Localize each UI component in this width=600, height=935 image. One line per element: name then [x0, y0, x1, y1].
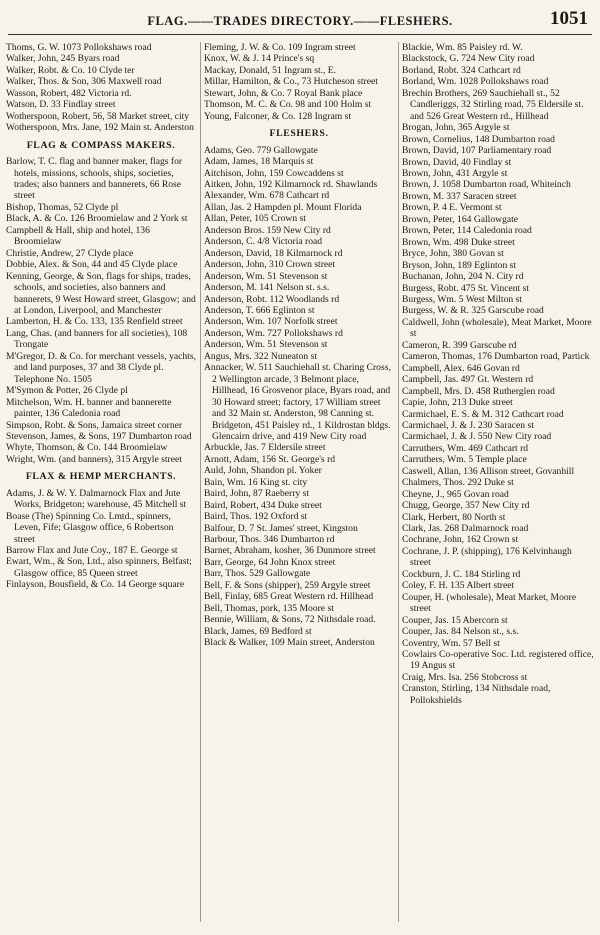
directory-entry: Cameron, R. 399 Garscube rd: [402, 339, 517, 351]
directory-entry: Ewart, Wm., & Son, Ltd., also spinners, Belfast; Glasgow office, 85 Queen street: [6, 556, 192, 579]
directory-entry: Burgess, Wm. 5 West Milton st: [402, 293, 522, 305]
directory-entry: Walker, Thos. & Son, 306 Maxwell road: [6, 76, 162, 88]
directory-entry: Black & Walker, 109 Main street, Anderston: [204, 637, 375, 649]
directory-entry: Coley, F. H. 135 Albert street: [402, 580, 515, 592]
directory-entry: Couper, Jas. 15 Abercorn st: [402, 614, 508, 626]
directory-entry: Adams, Geo. 779 Gallowgate: [204, 144, 318, 156]
page-number: 1051: [550, 8, 588, 29]
directory-entry: Bryson, John, 189 Eglinton st: [402, 259, 517, 271]
directory-entry: Aitken, John, 192 Kilmarnock rd. Shawlands: [204, 178, 378, 190]
directory-entry: Burgess, Robt. 475 St. Vincent st: [402, 282, 529, 294]
directory-entry: Chalmers, Thos. 292 Duke st: [402, 477, 514, 489]
directory-entry: Brown, David, 40 Findlay st: [402, 156, 512, 168]
directory-entry: Anderson, M. 141 Nelson st. s.s.: [204, 282, 330, 294]
directory-entry: Chugg, George, 357 New City rd: [402, 500, 530, 512]
directory-entry: Wasson, Robert, 482 Victoria rd.: [6, 87, 132, 99]
directory-entry: Cockburn, J. C. 184 Stirling rd: [402, 568, 521, 580]
directory-entry: Clark, Herbert, 80 North st: [402, 511, 506, 523]
directory-entry: Brown, Wm. 498 Duke street: [402, 236, 515, 248]
directory-entry: M'Gregor, D. & Co. for merchant vessels, yachts, and land purposes, 37 and 38 Clyde pl. Telephone No. 1505: [6, 350, 196, 385]
directory-entry: Brown, Cornelius, 148 Dumbarton road: [402, 133, 555, 145]
directory-entry: Cranston, Stirling, 134 Nithsdale road, Pollokshields: [402, 683, 551, 706]
directory-entry: Millar, Hamilton, & Co., 73 Hutcheson street: [204, 76, 378, 88]
directory-entry: Barr, Thos. 529 Gallowgate: [204, 568, 311, 580]
directory-entry: Auld, John, Shandon pl. Yoker: [204, 465, 322, 477]
directory-entry: Carmichael, J. & J. 550 New City road: [402, 431, 552, 443]
directory-entry: Mitchelson, Wm. H. banner and bannerette painter, 136 Caledonia road: [6, 396, 172, 420]
directory-entry: Couper, Jas. 84 Nelson st., s.s.: [402, 626, 519, 638]
column-divider: [398, 42, 399, 922]
directory-entry: Allan, Peter, 105 Crown st: [204, 213, 306, 225]
directory-entry: Brown, Peter, 164 Gallowgate: [402, 213, 519, 225]
directory-entry: Buchanan, John, 204 N. City rd: [402, 271, 524, 283]
directory-entry: Brown, John, 431 Argyle st: [402, 167, 508, 179]
directory-entry: Brown, J. 1058 Dumbarton road, Whiteinch: [402, 179, 571, 191]
page-header: [8, 4, 592, 35]
directory-entry: Cochrane, J. P. (shipping), 176 Kelvinhaugh street: [402, 545, 572, 569]
directory-entry: Anderson, Robt. 112 Woodlands rd: [204, 293, 340, 305]
directory-entry: Boase (The) Spinning Co. Lmtd., spinners, Leven, Fife; Glasgow office, 6 Robertson street: [6, 510, 174, 545]
directory-entry: Blackstock, G. 724 New City road: [402, 53, 535, 65]
directory-entry: Fleming, J. W. & Co. 109 Ingram street: [204, 42, 356, 53]
directory-entry: Carmichael, J. & J. 230 Saracen st: [402, 419, 534, 431]
directory-entry: Finlayson, Bousfield, & Co. 14 George square: [6, 579, 185, 591]
directory-entry: Carruthers, Wm. 5 Temple place: [402, 454, 527, 466]
directory-entry: Bryce, John, 380 Govan st: [402, 248, 504, 260]
directory-entry: Anderson, Wm. 107 Norfolk street: [204, 316, 338, 328]
directory-entry: Bell, F. & Sons (shipper), 259 Argyle street: [204, 579, 371, 591]
directory-entry: Clark, Jas. 268 Dalmarnock road: [402, 523, 529, 535]
column-2: [204, 42, 394, 927]
directory-entry: Cochrane, John, 162 Crown st: [402, 534, 519, 546]
directory-entry: Borland, Wm. 1028 Pollokshaws road: [402, 76, 549, 88]
directory-entry: Cheyne, J., 965 Govan road: [402, 488, 509, 500]
directory-entry: Adams, J. & W. Y. Dalmarnock Flax and Jute Works, Bridgeton; warehouse, 45 Mitchell st: [6, 487, 187, 511]
directory-entry: Thomson, M. C. & Co. 98 and 100 Holm st: [204, 99, 372, 111]
directory-entry: Campbell, Jas. 497 Gt. Western rd: [402, 374, 534, 386]
directory-entry: Knox, W. & J. 14 Prince's sq: [204, 53, 315, 65]
directory-entry: Bell, Thomas, pork, 135 Moore st: [204, 602, 334, 614]
directory-entry: Black, A. & Co. 126 Broomielaw and 2 York st: [6, 213, 188, 225]
directory-entry: Cowlairs Co-operative Soc. Ltd. registered office, 19 Angus st: [402, 649, 594, 672]
directory-entry: Wotherspoon, Robert, 56, 58 Market street, city: [6, 110, 190, 122]
directory-entry: Baird, John, 87 Raeberry st: [204, 488, 309, 500]
directory-entry: Aitchison, John, 159 Cowcaddens st: [204, 167, 344, 179]
directory-entry: Balfour, D. 7 St. James' street, Kingston: [204, 522, 358, 534]
directory-entry: Barr, George, 64 John Knox street: [204, 556, 336, 568]
section-heading: FLESHERS.: [269, 128, 329, 140]
directory-entry: Dobbie, Alex. & Son, 44 and 45 Clyde place: [6, 259, 178, 271]
directory-entry: Brechin Brothers, 269 Sauchiehall st., 52 Candleriggs, 32 Stirling road, 75 Eldersile st. and 526 Great Western rd., Hillhead: [402, 87, 584, 122]
directory-entry: Anderson, John, 310 Crown street: [204, 259, 336, 271]
directory-entry: Campbell, Mrs. D. 458 Rutherglen road: [402, 385, 555, 397]
directory-entry: Coventry, Wm. 57 Bell st: [402, 637, 500, 649]
section-heading: FLAG & COMPASS MAKERS.: [26, 139, 176, 151]
directory-entry: Brogan, John, 365 Argyle st: [402, 122, 510, 134]
directory-entry: Campbell & Hall, ship and hotel, 136 Broomielaw: [6, 224, 150, 248]
directory-entry: Thoms, G. W. 1073 Pollokshaws road: [6, 42, 152, 53]
directory-entry: Wotherspoon, Mrs. Jane, 192 Main st. Anderston: [6, 122, 194, 134]
directory-entry: Carmichael, E. S. & M. 312 Cathcart road: [402, 408, 564, 420]
section-heading: FLAX & HEMP MERCHANTS.: [25, 471, 177, 483]
directory-entry: Brown, David, 107 Parliamentary road: [402, 145, 552, 157]
directory-entry: Bell, Finlay, 685 Great Western rd. Hillhead: [204, 591, 374, 603]
directory-entry: Brown, M. 337 Saracen street: [402, 190, 517, 202]
running-head: FLAG.——TRADES DIRECTORY.——FLESHERS.: [147, 14, 453, 28]
directory-entry: Anderson, Wm. 727 Pollokshaws rd: [204, 327, 343, 339]
directory-entry: Cameron, Thomas, 176 Dumbarton road, Partick: [402, 351, 590, 363]
directory-entry: Lamberton, H. & Co. 133, 135 Renfield street: [6, 316, 183, 328]
directory-entry: Brown, Peter, 114 Caledonia road: [402, 225, 532, 237]
directory-entry: Borland, Robt. 324 Cathcart rd: [402, 64, 521, 76]
directory-entry: Anderson, David, 18 Kilmarnock rd: [204, 247, 343, 259]
directory-entry: Mackay, Donald, 51 Ingram st., E.: [204, 64, 337, 76]
directory-entry: Allan, Jas. 2 Hampden pl. Mount Florida: [204, 201, 362, 213]
directory-entry: Barnet, Abraham, kosher, 36 Dunmore street: [204, 545, 376, 557]
directory-entry: Capie, John, 213 Duke street: [402, 397, 513, 409]
directory-entry: Angus, Mrs. 322 Nuneaton st: [204, 350, 317, 362]
directory-entry: Lang, Chas. (and banners for all societies), 108 Trongate: [6, 327, 188, 351]
directory-entry: Wright, Wm. (and banners), 315 Argyle street: [6, 453, 182, 465]
directory-entry: Bain, Wm. 16 King st. city: [204, 476, 308, 488]
directory-entry: Baird, Thos. 192 Oxford st: [204, 511, 308, 523]
directory-entry: Bennie, William, & Sons, 72 Nithsdale road.: [204, 614, 376, 626]
directory-entry: Burgess, W. & R. 325 Garscube road: [402, 305, 544, 317]
directory-entry: Anderson, T. 666 Eglinton st: [204, 304, 315, 316]
directory-entry: Blackie, Wm. 85 Paisley rd. W.: [402, 42, 523, 53]
directory-entry: Couper, H. (wholesale), Meat Market, Moore street: [402, 591, 577, 615]
directory-entry: Stewart, John, & Co. 7 Royal Bank place: [204, 87, 363, 99]
directory-entry: Anderson Bros. 159 New City rd: [204, 224, 331, 236]
directory-entry: Adam, James, 18 Marquis st: [204, 156, 314, 168]
directory-entry: Barlow, T. C. flag and banner maker, flags for hotels, missions, schools, ships, societies, trades; also banners and bannerets, 66 Rose street: [6, 156, 183, 202]
directory-entry: Caldwell, John (wholesale), Meat Market, Moore st: [402, 316, 592, 340]
column-3: [402, 42, 594, 927]
directory-entry: Stevenson, James, & Sons, 197 Dumbarton road: [6, 430, 192, 442]
directory-entry: Anderson, Wm. 51 Stevenson st: [204, 339, 328, 351]
directory-entry: Bishop, Thomas, 52 Clyde pl: [6, 201, 119, 213]
directory-entry: Simpson, Robt. & Sons, Jamaica street corner: [6, 419, 183, 431]
directory-entry: Barbour, Thos. 346 Dumbarton rd: [204, 534, 335, 546]
directory-entry: Christie, Andrew, 27 Clyde place: [6, 247, 134, 259]
directory-entry: Kenning, George, & Son, flags for ships, trades, schools, and societies, also banners and bannerets, 9 West Howard street, Glasgow; and at London, Liverpool, and Manchester: [6, 270, 196, 316]
directory-entry: Anderson, Wm. 51 Stevenson st: [204, 270, 328, 282]
directory-entry: Anderson, C. 4/8 Victoria road: [204, 236, 323, 248]
directory-entry: Young, Falconer, & Co. 128 Ingram st: [204, 110, 352, 122]
directory-entry: Craig, Mrs. Isa. 256 Stobcross st: [402, 671, 528, 683]
directory-entry: Black, James, 69 Bedford st: [204, 625, 312, 637]
directory-entry: Caswell, Allan, 136 Allison street, Govanhill: [402, 465, 575, 477]
directory-entry: Brown, P. 4 E. Vermont st: [402, 202, 502, 214]
column-1: [6, 42, 196, 927]
directory-entry: M'Symon & Potter, 26 Clyde pl: [6, 385, 128, 397]
column-divider: [200, 42, 201, 922]
directory-entry: Carruthers, Wm. 469 Cathcart rd: [402, 442, 529, 454]
directory-entry: Annacker, W. 511 Sauchiehall st. Charing Cross, 2 Wellington arcade, 3 Belmont place, Hillhead, 16 Grosvenor place, Byars road, and 30 Howard street; factory, 17 William street and 32 Main st. Anderston, 98 Canning st. Bridgeton, 451 Paisley rd., 1 Kildrostan bldgs. Glencairn drive, and 419 New City road: [204, 362, 391, 442]
directory-entry: Watson, D. 33 Findlay street: [6, 99, 116, 111]
directory-entry: Campbell, Alex. 646 Govan rd: [402, 362, 520, 374]
directory-entry: Walker, John, 245 Byars road: [6, 53, 120, 65]
directory-entry: Whyte, Thomson, & Co. 144 Broomielaw: [6, 442, 168, 454]
directory-entry: Arbuckle, Jas. 7 Eldersile street: [204, 442, 326, 454]
directory-entry: Barrow Flax and Jute Coy., 187 E. George st: [6, 545, 178, 557]
directory-entry: Baird, Robert, 434 Duke street: [204, 499, 322, 511]
directory-entry: Walker, Robt. & Co. 10 Clyde ter: [6, 64, 135, 76]
directory-entry: Alexander, Wm. 678 Cathcart rd: [204, 190, 330, 202]
directory-entry: Arnott, Adam, 156 St. George's rd: [204, 453, 336, 465]
